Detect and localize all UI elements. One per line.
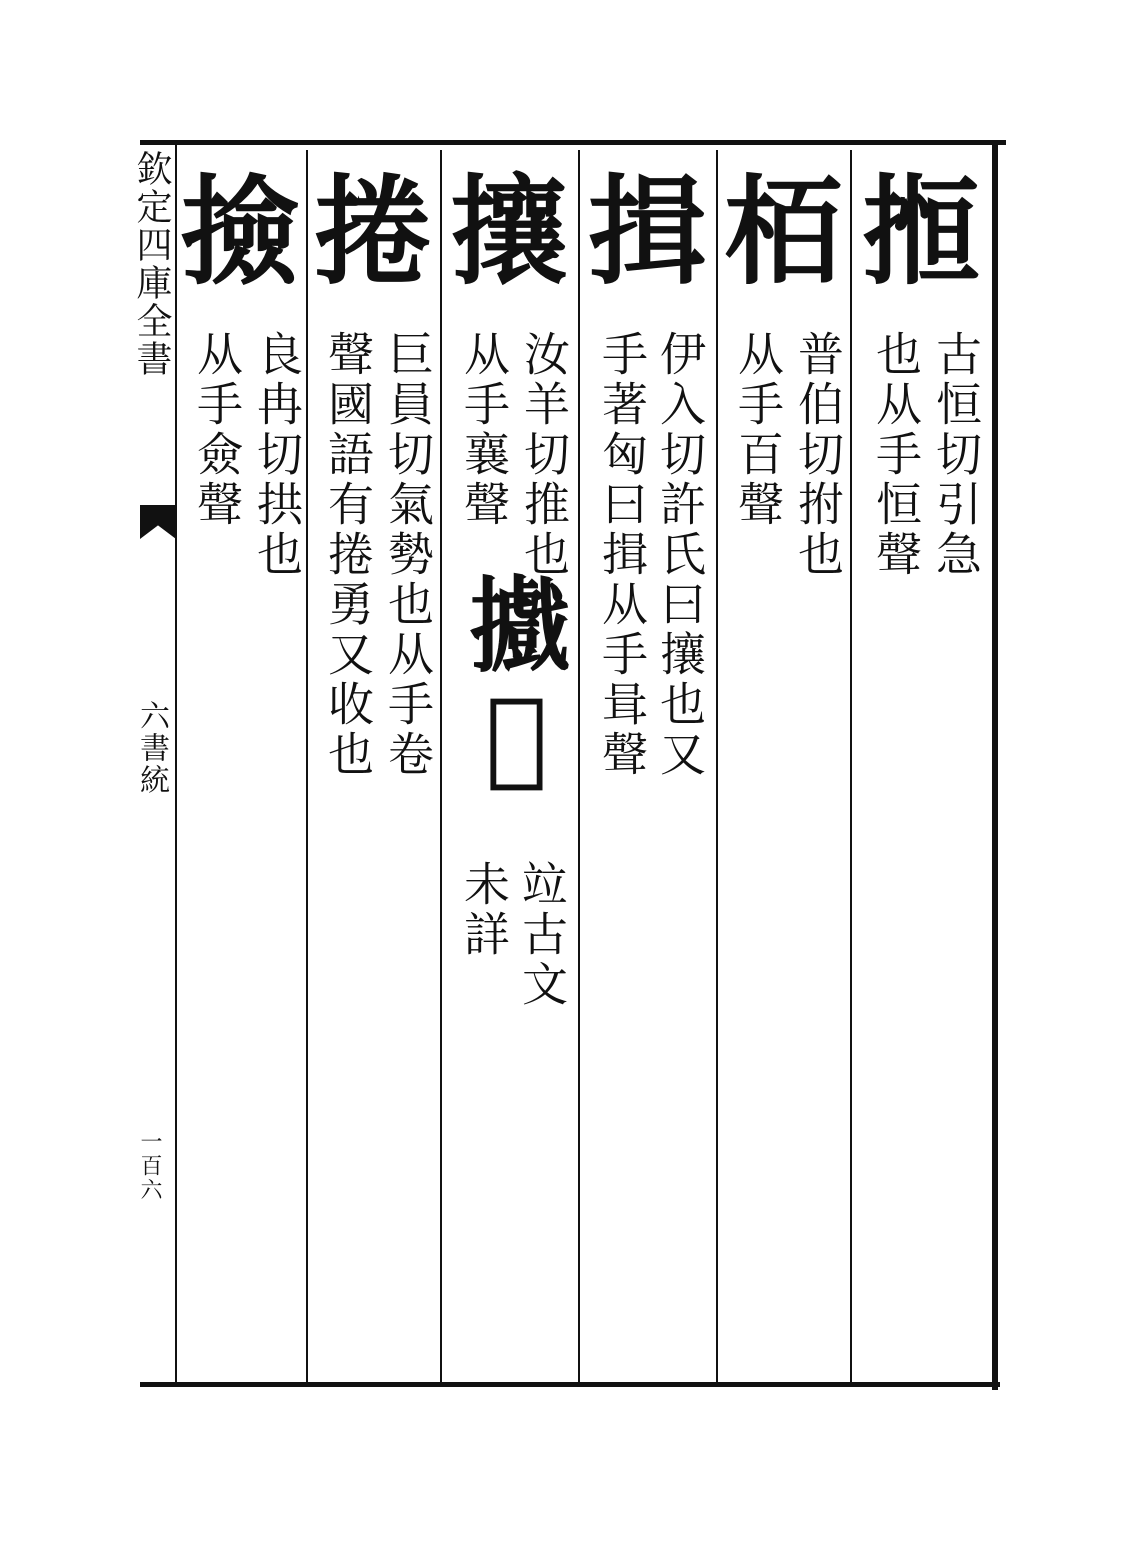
seal-character: 撿 xyxy=(181,162,300,301)
gloss-line: 汝羊切推也 xyxy=(517,330,571,580)
gloss-line: 普伯切拊也 xyxy=(791,330,845,580)
gloss-line: 聲國語有捲勇又收也 xyxy=(321,330,375,780)
gloss-line: 从手僉聲 xyxy=(190,330,244,530)
entry-column xyxy=(580,150,716,1240)
fish-tail-ornament xyxy=(140,505,176,539)
margin-book-title: 六書統 xyxy=(134,700,169,796)
seal-character: 搄 xyxy=(862,162,981,301)
variant-note: 未詳 xyxy=(457,860,511,960)
gloss-line: 良冉切拱也 xyxy=(250,330,304,580)
variant-seal-characters: 𢹍𢺏 xyxy=(455,570,578,797)
gloss-line: 古恒切引急 xyxy=(929,330,983,580)
entry-column xyxy=(718,150,850,1240)
gloss-line: 从手襄聲 xyxy=(457,330,511,530)
margin-page-number: 一百六 xyxy=(137,1130,162,1202)
gloss-line: 伊入切許氏曰攘也又 xyxy=(653,330,707,780)
right-border xyxy=(992,140,998,1390)
seal-character: 栢 xyxy=(724,162,843,301)
variant-note: 竝古文 xyxy=(515,860,569,1010)
top-border xyxy=(140,140,1006,145)
seal-character: 攘 xyxy=(450,162,569,301)
bottom-border xyxy=(140,1382,1000,1387)
seal-character: 捲 xyxy=(314,162,433,301)
entry-column xyxy=(308,150,440,1240)
gloss-line: 巨員切氣勢也从手卷 xyxy=(381,330,435,780)
entry-column xyxy=(177,150,306,1240)
margin-title: 欽定四庫全書 xyxy=(131,150,172,378)
gloss-line: 从手百聲 xyxy=(731,330,785,530)
seal-character: 揖 xyxy=(588,162,707,301)
entry-column xyxy=(442,150,578,1240)
entry-column xyxy=(852,150,992,1240)
gloss-line: 手著匈曰揖从手咠聲 xyxy=(595,330,649,780)
gloss-line: 也从手恒聲 xyxy=(869,330,923,580)
